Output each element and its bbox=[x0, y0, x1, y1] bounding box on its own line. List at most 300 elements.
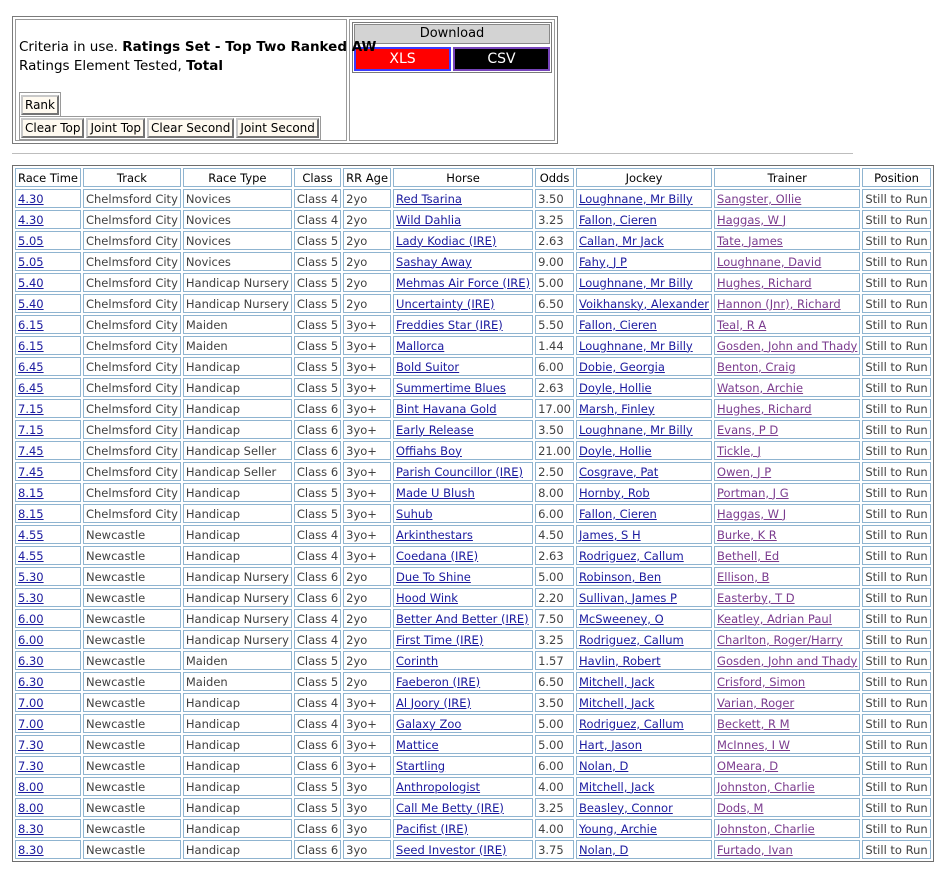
trainer-link[interactable]: Watson, Archie bbox=[717, 380, 804, 395]
cell-track: Chelmsford City bbox=[83, 399, 181, 418]
horse-link[interactable]: Lady Kodiac (IRE) bbox=[396, 233, 497, 248]
jockey-link[interactable]: Hornby, Rob bbox=[579, 485, 650, 500]
jockey-link[interactable]: Robinson, Ben bbox=[579, 569, 662, 584]
cell-jockey bbox=[576, 798, 712, 817]
cell-horse bbox=[393, 630, 533, 649]
horse-link[interactable]: Better And Better (IRE) bbox=[396, 611, 529, 626]
joint-top-button[interactable]: Joint Top bbox=[86, 118, 145, 138]
race-time-link[interactable]: 5.30 bbox=[18, 590, 44, 605]
jockey-link[interactable]: Beasley, Connor bbox=[579, 800, 673, 815]
jockey-link[interactable]: Doyle, Hollie bbox=[579, 443, 652, 458]
xls-download-button[interactable]: XLS bbox=[354, 47, 451, 71]
results-table-wrap bbox=[12, 165, 934, 862]
trainer-link[interactable]: Hannon (Jnr), Richard bbox=[717, 296, 841, 311]
cell-odds: 3.75 bbox=[535, 840, 574, 859]
download-cell bbox=[349, 19, 555, 141]
trainer-link[interactable]: OMeara, D bbox=[717, 758, 779, 773]
cell-trainer bbox=[714, 777, 860, 796]
jockey-link[interactable]: Doyle, Hollie bbox=[579, 380, 652, 395]
cell-jockey bbox=[576, 483, 712, 502]
horse-link[interactable]: Due To Shine bbox=[396, 569, 471, 584]
cell-class: Class 5 bbox=[294, 336, 341, 355]
table-row bbox=[15, 210, 931, 229]
header-trainer: Trainer bbox=[714, 168, 860, 187]
cell-race-type: Maiden bbox=[183, 672, 292, 691]
race-time-link[interactable]: 4.30 bbox=[18, 212, 44, 227]
race-time-link[interactable]: 7.30 bbox=[18, 758, 44, 773]
cell-position: Still to Run bbox=[862, 336, 930, 355]
cell-race-time bbox=[15, 546, 81, 565]
cell-rr-age: 3yo bbox=[343, 777, 391, 796]
cell-race-time bbox=[15, 252, 81, 271]
race-time-link[interactable]: 6.00 bbox=[18, 611, 44, 626]
table-row bbox=[15, 252, 931, 271]
cell-odds: 7.50 bbox=[535, 609, 574, 628]
race-time-link[interactable]: 5.40 bbox=[18, 275, 44, 290]
cell-race-type: Handicap bbox=[183, 819, 292, 838]
trainer-link[interactable]: Dods, M bbox=[717, 800, 764, 815]
joint-second-button[interactable]: Joint Second bbox=[236, 118, 319, 138]
cell-race-type: Handicap bbox=[183, 840, 292, 859]
horse-link[interactable]: Red Tsarina bbox=[396, 191, 462, 206]
jockey-link[interactable]: Sullivan, James P bbox=[579, 590, 677, 605]
jockey-link[interactable]: Rodriguez, Callum bbox=[579, 548, 684, 563]
jockey-link[interactable]: James, S H bbox=[579, 527, 641, 542]
cell-race-type: Novices bbox=[183, 210, 292, 229]
cell-class: Class 6 bbox=[294, 588, 341, 607]
cell-jockey bbox=[576, 189, 712, 208]
cell-position: Still to Run bbox=[862, 609, 930, 628]
horse-link[interactable]: Faeberon (IRE) bbox=[396, 674, 481, 689]
cell-race-time bbox=[15, 714, 81, 733]
cell-race-type: Handicap bbox=[183, 735, 292, 754]
table-row bbox=[15, 819, 931, 838]
jockey-link[interactable]: Mitchell, Jack bbox=[579, 779, 655, 794]
cell-trainer bbox=[714, 378, 860, 397]
jockey-link[interactable]: McSweeney, O bbox=[579, 611, 664, 626]
horse-link[interactable]: Corinth bbox=[396, 653, 439, 668]
trainer-link[interactable]: Gosden, John and Thady bbox=[717, 653, 858, 668]
jockey-link[interactable]: Loughnane, Mr Billy bbox=[579, 191, 693, 206]
cell-track: Chelmsford City bbox=[83, 189, 181, 208]
cell-horse bbox=[393, 714, 533, 733]
jockey-link[interactable]: Mitchell, Jack bbox=[579, 695, 655, 710]
cell-track: Newcastle bbox=[83, 693, 181, 712]
cell-race-type: Handicap bbox=[183, 777, 292, 796]
cell-race-type: Novices bbox=[183, 231, 292, 250]
table-row bbox=[15, 798, 931, 817]
jockey-link[interactable]: Nolan, D bbox=[579, 758, 629, 773]
race-time-link[interactable]: 7.45 bbox=[18, 464, 44, 479]
csv-download-button[interactable]: CSV bbox=[453, 47, 550, 71]
horse-link[interactable]: Bold Suitor bbox=[396, 359, 460, 374]
cell-horse bbox=[393, 336, 533, 355]
cell-class: Class 4 bbox=[294, 189, 341, 208]
cell-track: Chelmsford City bbox=[83, 294, 181, 313]
table-row bbox=[15, 756, 931, 775]
trainer-link[interactable]: Beckett, R M bbox=[717, 716, 790, 731]
trainer-link[interactable]: Tate, James bbox=[717, 233, 783, 248]
cell-horse bbox=[393, 210, 533, 229]
trainer-link[interactable]: Johnston, Charlie bbox=[717, 779, 815, 794]
trainer-link[interactable]: Keatley, Adrian Paul bbox=[717, 611, 832, 626]
trainer-link[interactable]: Charlton, Roger/Harry bbox=[717, 632, 843, 647]
cell-track: Newcastle bbox=[83, 756, 181, 775]
race-time-link[interactable]: 7.15 bbox=[18, 422, 44, 437]
cell-jockey bbox=[576, 294, 712, 313]
header-race-time: Race Time bbox=[15, 168, 81, 187]
trainer-link[interactable]: Crisford, Simon bbox=[717, 674, 806, 689]
cell-race-time bbox=[15, 504, 81, 523]
jockey-link[interactable]: Loughnane, Mr Billy bbox=[579, 338, 693, 353]
cell-jockey bbox=[576, 588, 712, 607]
trainer-link[interactable]: Sangster, Ollie bbox=[717, 191, 802, 206]
cell-race-type: Handicap bbox=[183, 693, 292, 712]
horse-link[interactable]: Anthropologist bbox=[396, 779, 481, 794]
horse-link[interactable]: Summertime Blues bbox=[396, 380, 506, 395]
trainer-link[interactable]: Portman, J G bbox=[717, 485, 789, 500]
cell-track: Newcastle bbox=[83, 567, 181, 586]
cell-horse bbox=[393, 420, 533, 439]
race-time-link[interactable]: 8.30 bbox=[18, 821, 44, 836]
cell-track: Newcastle bbox=[83, 546, 181, 565]
jockey-link[interactable]: Fahy, J P bbox=[579, 254, 627, 269]
cell-position: Still to Run bbox=[862, 672, 930, 691]
cell-odds: 8.00 bbox=[535, 483, 574, 502]
cell-race-time bbox=[15, 588, 81, 607]
horse-link[interactable]: Arkinthestars bbox=[396, 527, 473, 542]
jockey-link[interactable]: Loughnane, Mr Billy bbox=[579, 422, 693, 437]
horse-link[interactable]: Al Joory (IRE) bbox=[396, 695, 472, 710]
horse-link[interactable]: Hood Wink bbox=[396, 590, 458, 605]
cell-jockey bbox=[576, 609, 712, 628]
cell-jockey bbox=[576, 273, 712, 292]
jockey-link[interactable]: Marsh, Finley bbox=[579, 401, 655, 416]
cell-trainer bbox=[714, 504, 860, 523]
trainer-link[interactable]: Hughes, Richard bbox=[717, 401, 812, 416]
cell-track: Chelmsford City bbox=[83, 441, 181, 460]
race-time-link[interactable]: 6.30 bbox=[18, 674, 44, 689]
jockey-link[interactable]: Mitchell, Jack bbox=[579, 674, 655, 689]
cell-trainer bbox=[714, 294, 860, 313]
race-time-link[interactable]: 4.30 bbox=[18, 191, 44, 206]
trainer-link[interactable]: Gosden, John and Thady bbox=[717, 338, 858, 353]
race-time-link[interactable]: 7.00 bbox=[18, 716, 44, 731]
cell-position: Still to Run bbox=[862, 378, 930, 397]
cell-race-time bbox=[15, 231, 81, 250]
race-time-link[interactable]: 7.00 bbox=[18, 695, 44, 710]
race-time-link[interactable]: 8.00 bbox=[18, 800, 44, 815]
cell-class: Class 5 bbox=[294, 357, 341, 376]
table-row bbox=[15, 378, 931, 397]
cell-race-time bbox=[15, 399, 81, 418]
cell-race-type: Maiden bbox=[183, 336, 292, 355]
cell-class: Class 5 bbox=[294, 231, 341, 250]
horse-link[interactable]: Startling bbox=[396, 758, 446, 773]
cell-trainer bbox=[714, 420, 860, 439]
cell-trainer bbox=[714, 315, 860, 334]
race-time-link[interactable]: 8.00 bbox=[18, 779, 44, 794]
cell-horse bbox=[393, 483, 533, 502]
cell-odds: 4.00 bbox=[535, 777, 574, 796]
horse-link[interactable]: Coedana (IRE) bbox=[396, 548, 479, 563]
jockey-link[interactable]: Hart, Jason bbox=[579, 737, 642, 752]
cell-rr-age: 3yo+ bbox=[343, 525, 391, 544]
cell-trainer bbox=[714, 567, 860, 586]
cell-rr-age: 3yo bbox=[343, 819, 391, 838]
header-rr-age: RR Age bbox=[343, 168, 391, 187]
cell-jockey bbox=[576, 315, 712, 334]
horse-link[interactable]: Uncertainty (IRE) bbox=[396, 296, 495, 311]
selection-button-group bbox=[19, 116, 321, 140]
cell-class: Class 5 bbox=[294, 504, 341, 523]
cell-jockey bbox=[576, 210, 712, 229]
cell-race-time bbox=[15, 273, 81, 292]
cell-rr-age: 2yo bbox=[343, 672, 391, 691]
race-time-link[interactable]: 6.30 bbox=[18, 653, 44, 668]
table-row bbox=[15, 273, 931, 292]
cell-horse bbox=[393, 777, 533, 796]
cell-position: Still to Run bbox=[862, 714, 930, 733]
horse-link[interactable]: Mallorca bbox=[396, 338, 445, 353]
cell-horse bbox=[393, 357, 533, 376]
cell-jockey bbox=[576, 840, 712, 859]
cell-class: Class 4 bbox=[294, 525, 341, 544]
race-time-link[interactable]: 6.15 bbox=[18, 338, 44, 353]
cell-race-type: Handicap bbox=[183, 357, 292, 376]
jockey-link[interactable]: Young, Archie bbox=[579, 821, 657, 836]
race-time-link[interactable]: 7.15 bbox=[18, 401, 44, 416]
jockey-link[interactable]: Nolan, D bbox=[579, 842, 629, 857]
clear-top-button[interactable]: Clear Top bbox=[21, 118, 84, 138]
header-horse: Horse bbox=[393, 168, 533, 187]
jockey-link[interactable]: Callan, Mr Jack bbox=[579, 233, 664, 248]
horse-link[interactable]: Call Me Betty (IRE) bbox=[396, 800, 504, 815]
table-row bbox=[15, 336, 931, 355]
horse-link[interactable]: Mehmas Air Force (IRE) bbox=[396, 275, 531, 290]
cell-jockey bbox=[576, 735, 712, 754]
trainer-link[interactable]: Easterby, T D bbox=[717, 590, 795, 605]
race-time-link[interactable]: 5.05 bbox=[18, 233, 44, 248]
cell-class: Class 5 bbox=[294, 483, 341, 502]
trainer-link[interactable]: Furtado, Ivan bbox=[717, 842, 793, 857]
jockey-link[interactable]: Loughnane, Mr Billy bbox=[579, 275, 693, 290]
cell-jockey bbox=[576, 420, 712, 439]
trainer-link[interactable]: Tickle, J bbox=[717, 443, 761, 458]
trainer-link[interactable]: Bethell, Ed bbox=[717, 548, 780, 563]
cell-rr-age: 3yo+ bbox=[343, 504, 391, 523]
cell-race-type: Handicap bbox=[183, 546, 292, 565]
table-row bbox=[15, 504, 931, 523]
jockey-link[interactable]: Cosgrave, Pat bbox=[579, 464, 659, 479]
cell-horse bbox=[393, 840, 533, 859]
trainer-link[interactable]: Ellison, B bbox=[717, 569, 770, 584]
cell-track: Newcastle bbox=[83, 840, 181, 859]
cell-track: Newcastle bbox=[83, 819, 181, 838]
trainer-link[interactable]: Haggas, W J bbox=[717, 506, 787, 521]
cell-race-time bbox=[15, 777, 81, 796]
jockey-link[interactable]: Fallon, Cieren bbox=[579, 506, 657, 521]
race-time-link[interactable]: 8.15 bbox=[18, 506, 44, 521]
race-time-link[interactable]: 7.45 bbox=[18, 443, 44, 458]
cell-class: Class 6 bbox=[294, 420, 341, 439]
cell-race-type: Handicap Nursery bbox=[183, 588, 292, 607]
race-time-link[interactable]: 8.15 bbox=[18, 485, 44, 500]
cell-class: Class 6 bbox=[294, 441, 341, 460]
cell-trainer bbox=[714, 693, 860, 712]
cell-jockey bbox=[576, 756, 712, 775]
cell-trainer bbox=[714, 798, 860, 817]
cell-horse bbox=[393, 252, 533, 271]
cell-odds: 6.00 bbox=[535, 504, 574, 523]
race-time-link[interactable]: 7.30 bbox=[18, 737, 44, 752]
horse-link[interactable]: Bint Havana Gold bbox=[396, 401, 497, 416]
rank-button-group bbox=[19, 92, 61, 117]
horse-link[interactable]: Seed Investor (IRE) bbox=[396, 842, 507, 857]
cell-race-time bbox=[15, 525, 81, 544]
cell-jockey bbox=[576, 357, 712, 376]
race-time-link[interactable]: 8.30 bbox=[18, 842, 44, 857]
horse-link[interactable]: Early Release bbox=[396, 422, 474, 437]
cell-class: Class 5 bbox=[294, 798, 341, 817]
cell-position: Still to Run bbox=[862, 651, 930, 670]
race-time-link[interactable]: 6.00 bbox=[18, 632, 44, 647]
table-row bbox=[15, 357, 931, 376]
table-row bbox=[15, 399, 931, 418]
horse-link[interactable]: Suhub bbox=[396, 506, 433, 521]
cell-class: Class 5 bbox=[294, 651, 341, 670]
cell-odds: 6.00 bbox=[535, 357, 574, 376]
race-time-link[interactable]: 4.55 bbox=[18, 548, 44, 563]
horse-link[interactable]: Made U Blush bbox=[396, 485, 475, 500]
trainer-link[interactable]: Haggas, W J bbox=[717, 212, 787, 227]
cell-odds: 5.00 bbox=[535, 714, 574, 733]
cell-race-time bbox=[15, 819, 81, 838]
cell-position: Still to Run bbox=[862, 420, 930, 439]
cell-odds: 2.63 bbox=[535, 378, 574, 397]
trainer-link[interactable]: Burke, K R bbox=[717, 527, 777, 542]
cell-jockey bbox=[576, 777, 712, 796]
trainer-link[interactable]: Teal, R A bbox=[717, 317, 767, 332]
cell-odds: 2.50 bbox=[535, 462, 574, 481]
cell-track: Chelmsford City bbox=[83, 273, 181, 292]
horse-link[interactable]: Galaxy Zoo bbox=[396, 716, 462, 731]
cell-race-type: Handicap Nursery bbox=[183, 273, 292, 292]
cell-horse bbox=[393, 609, 533, 628]
cell-horse bbox=[393, 588, 533, 607]
cell-race-time bbox=[15, 441, 81, 460]
race-time-link[interactable]: 4.55 bbox=[18, 527, 44, 542]
jockey-link[interactable]: Rodriguez, Callum bbox=[579, 716, 684, 731]
race-time-link[interactable]: 5.30 bbox=[18, 569, 44, 584]
cell-odds: 5.00 bbox=[535, 273, 574, 292]
cell-rr-age: 3yo+ bbox=[343, 399, 391, 418]
cell-class: Class 6 bbox=[294, 756, 341, 775]
race-time-link[interactable]: 6.15 bbox=[18, 317, 44, 332]
trainer-link[interactable]: Varian, Roger bbox=[717, 695, 795, 710]
horse-link[interactable]: Freddies Star (IRE) bbox=[396, 317, 503, 332]
jockey-link[interactable]: Voikhansky, Alexander bbox=[579, 296, 710, 311]
cell-track: Newcastle bbox=[83, 798, 181, 817]
table-row bbox=[15, 609, 931, 628]
horse-link[interactable]: Parish Councillor (IRE) bbox=[396, 464, 523, 479]
trainer-link[interactable]: Hughes, Richard bbox=[717, 275, 812, 290]
jockey-link[interactable]: Dobie, Georgia bbox=[579, 359, 665, 374]
race-time-link[interactable]: 5.05 bbox=[18, 254, 44, 269]
cell-race-type: Handicap bbox=[183, 525, 292, 544]
cell-odds: 6.50 bbox=[535, 294, 574, 313]
cell-track: Newcastle bbox=[83, 735, 181, 754]
jockey-link[interactable]: Havlin, Robert bbox=[579, 653, 661, 668]
cell-race-time bbox=[15, 210, 81, 229]
cell-race-type: Maiden bbox=[183, 651, 292, 670]
table-row bbox=[15, 420, 931, 439]
cell-race-time bbox=[15, 672, 81, 691]
table-body bbox=[15, 189, 931, 859]
trainer-link[interactable]: Owen, J P bbox=[717, 464, 772, 479]
race-time-link[interactable]: 5.40 bbox=[18, 296, 44, 311]
horse-link[interactable]: Wild Dahlia bbox=[396, 212, 462, 227]
horse-link[interactable]: First Time (IRE) bbox=[396, 632, 484, 647]
jockey-link[interactable]: Fallon, Cieren bbox=[579, 317, 657, 332]
cell-trainer bbox=[714, 210, 860, 229]
cell-race-time bbox=[15, 756, 81, 775]
horse-link[interactable]: Mattice bbox=[396, 737, 439, 752]
table-row bbox=[15, 441, 931, 460]
cell-track: Chelmsford City bbox=[83, 336, 181, 355]
cell-class: Class 6 bbox=[294, 399, 341, 418]
rank-button[interactable]: Rank bbox=[21, 95, 59, 115]
horse-link[interactable]: Sashay Away bbox=[396, 254, 472, 269]
cell-class: Class 5 bbox=[294, 294, 341, 313]
cell-rr-age: 2yo bbox=[343, 189, 391, 208]
trainer-link[interactable]: Benton, Craig bbox=[717, 359, 796, 374]
cell-class: Class 4 bbox=[294, 210, 341, 229]
horse-link[interactable]: Pacifist (IRE) bbox=[396, 821, 469, 836]
clear-second-button[interactable]: Clear Second bbox=[147, 118, 234, 138]
cell-race-type: Handicap Nursery bbox=[183, 567, 292, 586]
cell-class: Class 4 bbox=[294, 609, 341, 628]
cell-class: Class 5 bbox=[294, 315, 341, 334]
cell-trainer bbox=[714, 630, 860, 649]
table-row bbox=[15, 651, 931, 670]
table-row bbox=[15, 231, 931, 250]
cell-rr-age: 3yo+ bbox=[343, 546, 391, 565]
race-time-link[interactable]: 6.45 bbox=[18, 380, 44, 395]
cell-class: Class 6 bbox=[294, 819, 341, 838]
trainer-link[interactable]: Evans, P D bbox=[717, 422, 779, 437]
horse-link[interactable]: Offiahs Boy bbox=[396, 443, 462, 458]
trainer-link[interactable]: Loughnane, David bbox=[717, 254, 822, 269]
cell-track: Chelmsford City bbox=[83, 462, 181, 481]
jockey-link[interactable]: Fallon, Cieren bbox=[579, 212, 657, 227]
cell-position: Still to Run bbox=[862, 567, 930, 586]
cell-race-type: Maiden bbox=[183, 315, 292, 334]
cell-horse bbox=[393, 441, 533, 460]
table-row bbox=[15, 840, 931, 859]
cell-horse bbox=[393, 294, 533, 313]
trainer-link[interactable]: McInnes, I W bbox=[717, 737, 791, 752]
cell-trainer bbox=[714, 714, 860, 733]
cell-position: Still to Run bbox=[862, 525, 930, 544]
trainer-link[interactable]: Johnston, Charlie bbox=[717, 821, 815, 836]
race-time-link[interactable]: 6.45 bbox=[18, 359, 44, 374]
cell-odds: 2.63 bbox=[535, 231, 574, 250]
cell-odds: 2.63 bbox=[535, 546, 574, 565]
cell-rr-age: 3yo bbox=[343, 798, 391, 817]
cell-position: Still to Run bbox=[862, 504, 930, 523]
jockey-link[interactable]: Rodriguez, Callum bbox=[579, 632, 684, 647]
